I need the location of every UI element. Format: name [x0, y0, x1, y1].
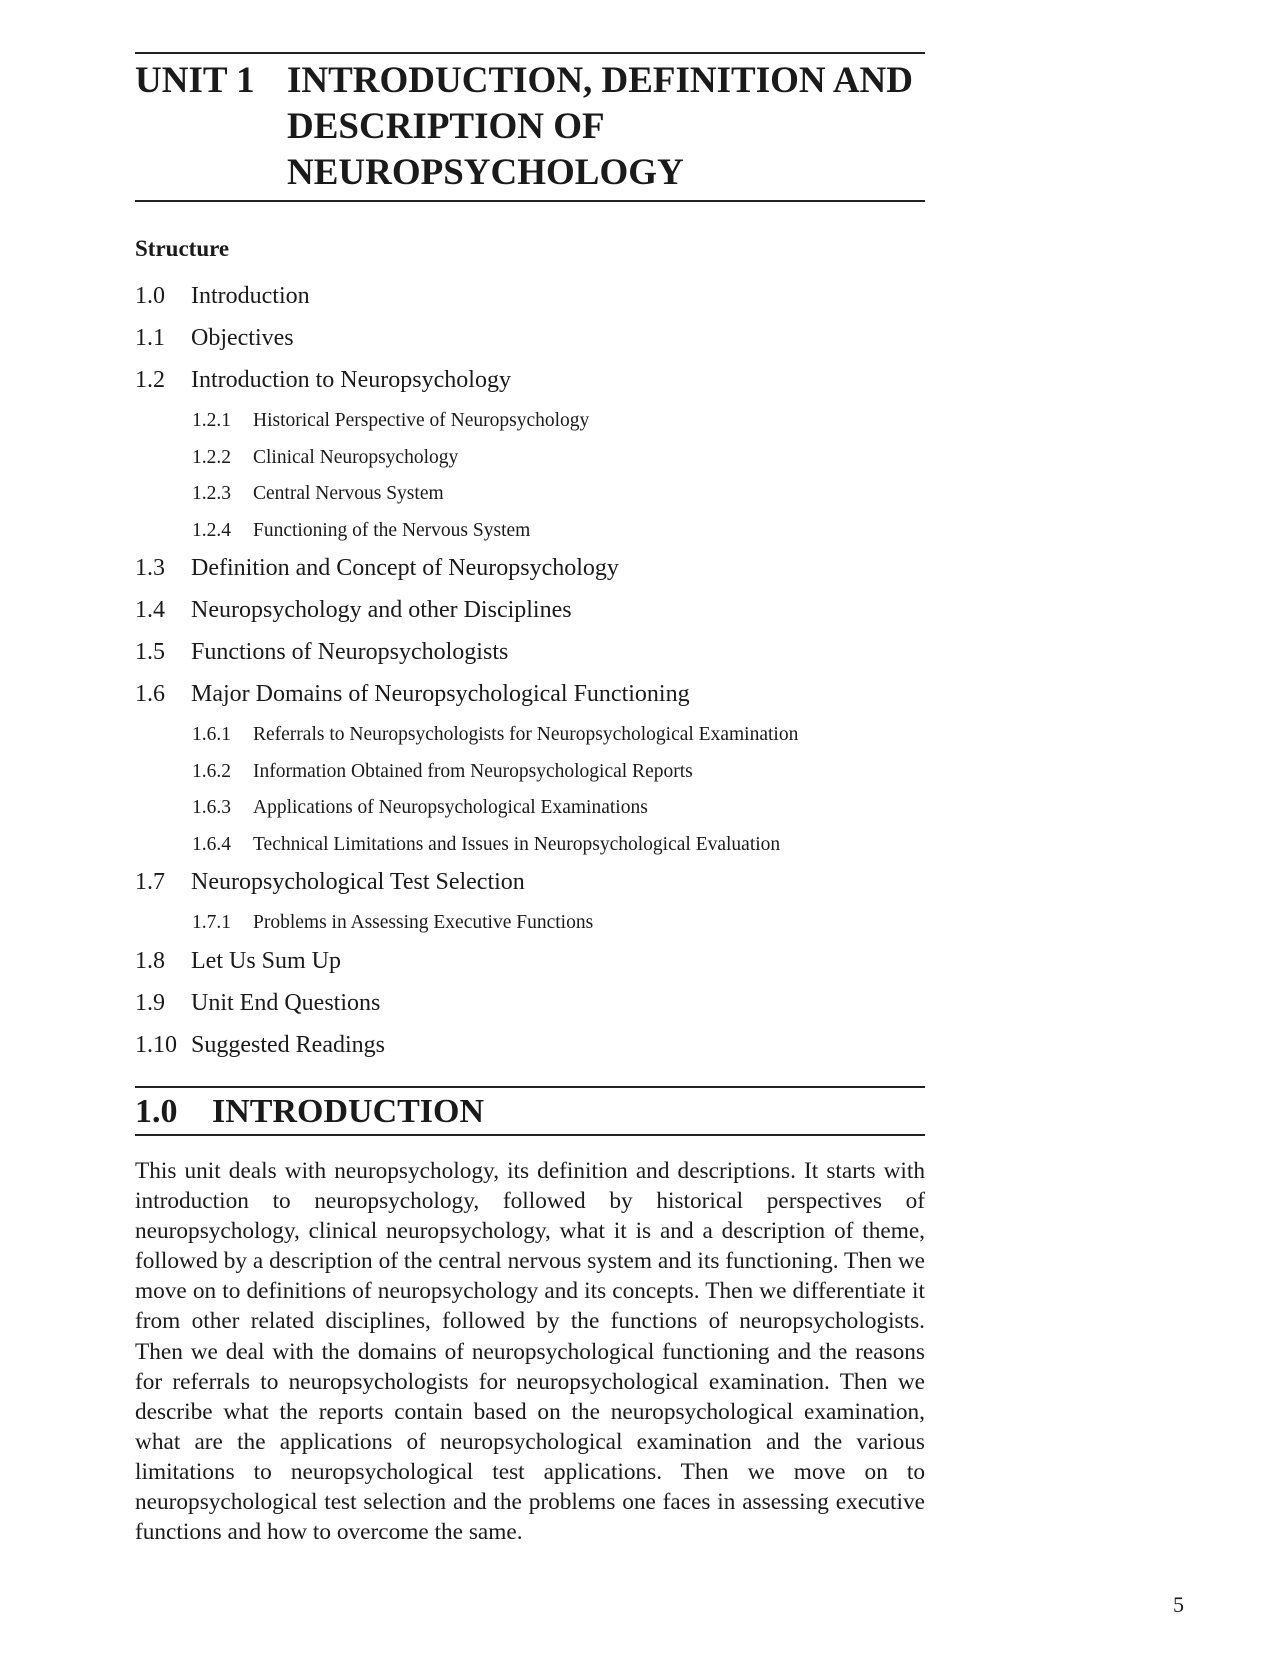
- section-title-text: INTRODUCTION: [212, 1093, 485, 1130]
- toc-item-label: Historical Perspective of Neuropsychology: [253, 410, 590, 431]
- unit-title-line: DESCRIPTION OF: [287, 106, 605, 147]
- toc-item-number: 1.1: [135, 325, 165, 351]
- toc-item: [135, 322, 925, 364]
- section-header: [135, 1086, 925, 1136]
- toc-item-number: 1.5: [135, 639, 165, 665]
- toc-item-label: Major Domains of Neuropsychological Functioning: [191, 681, 690, 707]
- toc-item-number: 1.2: [135, 367, 165, 393]
- section-title: [135, 1088, 925, 1134]
- toc-item-number: 1.6.2: [192, 760, 231, 782]
- structure-heading: Structure: [135, 236, 230, 261]
- toc-item: [135, 1029, 925, 1071]
- toc-item-number: 1.0: [135, 283, 165, 309]
- toc-item-number: 1.7.1: [192, 912, 231, 933]
- toc-item-label: Problems in Assessing Executive Functions: [253, 912, 594, 933]
- toc-item-label: Information Obtained from Neuropsychological Reports: [253, 760, 693, 782]
- toc-item-label: Functions of Neuropsychologists: [191, 639, 509, 665]
- toc-item-number: 1.6: [135, 681, 165, 707]
- unit-title: [135, 54, 925, 196]
- toc-item: [135, 406, 925, 443]
- toc-item: [135, 280, 925, 322]
- toc-item-label: Definition and Concept of Neuropsychology: [191, 555, 619, 581]
- toc-item-number: 1.2.2: [192, 446, 231, 468]
- toc-item: [135, 516, 925, 553]
- unit-title-line: NEUROPSYCHOLOGY: [287, 152, 684, 193]
- toc-item: [135, 364, 925, 406]
- toc-item: [135, 866, 925, 908]
- unit-title-text: [287, 58, 913, 196]
- toc-item-label: Neuropsychology and other Disciplines: [191, 597, 572, 623]
- toc-item-number: 1.8: [135, 947, 165, 974]
- toc-item-number: 1.7: [135, 869, 165, 895]
- toc-item-label: Clinical Neuropsychology: [253, 446, 459, 468]
- toc-item-number: 1.2.4: [192, 519, 231, 541]
- page-number: 5: [1173, 1592, 1184, 1617]
- toc-item-number: 1.10: [135, 1031, 177, 1058]
- toc-item-number: 1.6.1: [192, 724, 231, 745]
- toc-item: [135, 479, 925, 516]
- section-number: 1.0: [135, 1093, 178, 1130]
- toc-item: [135, 945, 925, 987]
- unit-title-line: INTRODUCTION, DEFINITION AND: [287, 60, 914, 101]
- toc-item: [135, 636, 925, 678]
- toc-item: [135, 987, 925, 1029]
- toc-item: [135, 443, 925, 480]
- toc-item: [135, 757, 925, 794]
- unit-number: UNIT 1: [135, 60, 255, 101]
- toc-item-number: 1.3: [135, 555, 165, 581]
- toc-item-label: Neuropsychological Test Selection: [191, 869, 525, 895]
- toc-item: [135, 552, 925, 594]
- toc-item-label: Applications of Neuropsychological Examinations: [253, 797, 648, 818]
- toc-item-label: Technical Limitations and Issues in Neuropsychological Evaluation: [253, 833, 781, 855]
- toc-item-number: 1.9: [135, 989, 165, 1016]
- section-body-paragraph: This unit deals with neuropsychology, its definition and descriptions. It starts with introduction to neuropsychology, followed by historical perspectives of neuropsychology, clinical neuropsychology, what it is and a description of theme, followed by a description of the central nervous system and its functioning. Then we move on to definitions of neuropsychology and its concepts. Then we differentiate it from other related disciplines, followed by the functions of neuropsychologists. Then we deal with the domains of neuropsychological functioning and the reasons for referrals to neuropsychologists for neuropsychological examination. Then we describe what the reports contain based on the neuropsychological examination, what are the applications of neuropsychological examination and the various limitations to neuropsychological test applications. Then we move on to neuropsychological test selection and the problems one faces in assessing executive functions and how to overcome the same.: [135, 1158, 925, 1546]
- toc-item-label: Unit End Questions: [191, 989, 381, 1016]
- toc-item-label: Let Us Sum Up: [191, 947, 341, 974]
- section-bottom-rule: [135, 1134, 925, 1136]
- toc-item: [135, 594, 925, 636]
- toc-item-label: Introduction to Neuropsychology: [191, 367, 511, 393]
- toc-item-label: Introduction: [191, 283, 310, 309]
- toc-item-label: Objectives: [191, 325, 294, 351]
- toc-item: [135, 678, 925, 720]
- toc-item: [135, 793, 925, 830]
- toc-item-number: 1.6.4: [192, 833, 231, 855]
- toc-item-label: Suggested Readings: [191, 1031, 385, 1058]
- toc-item-label: Functioning of the Nervous System: [253, 519, 531, 541]
- toc-item-label: Referrals to Neuropsychologists for Neuropsychological Examination: [253, 724, 799, 745]
- toc-item-label: Central Nervous System: [253, 483, 444, 504]
- toc-item-number: 1.6.3: [192, 797, 231, 818]
- toc-item: [135, 720, 925, 757]
- toc-item-number: 1.4: [135, 597, 165, 623]
- toc-item: [135, 908, 925, 945]
- toc-item-number: 1.2.1: [192, 410, 231, 431]
- title-bottom-rule: [135, 200, 925, 202]
- toc-item-number: 1.2.3: [192, 483, 231, 504]
- table-of-contents: [135, 280, 925, 1071]
- toc-item: [135, 830, 925, 867]
- unit-header: [135, 52, 925, 202]
